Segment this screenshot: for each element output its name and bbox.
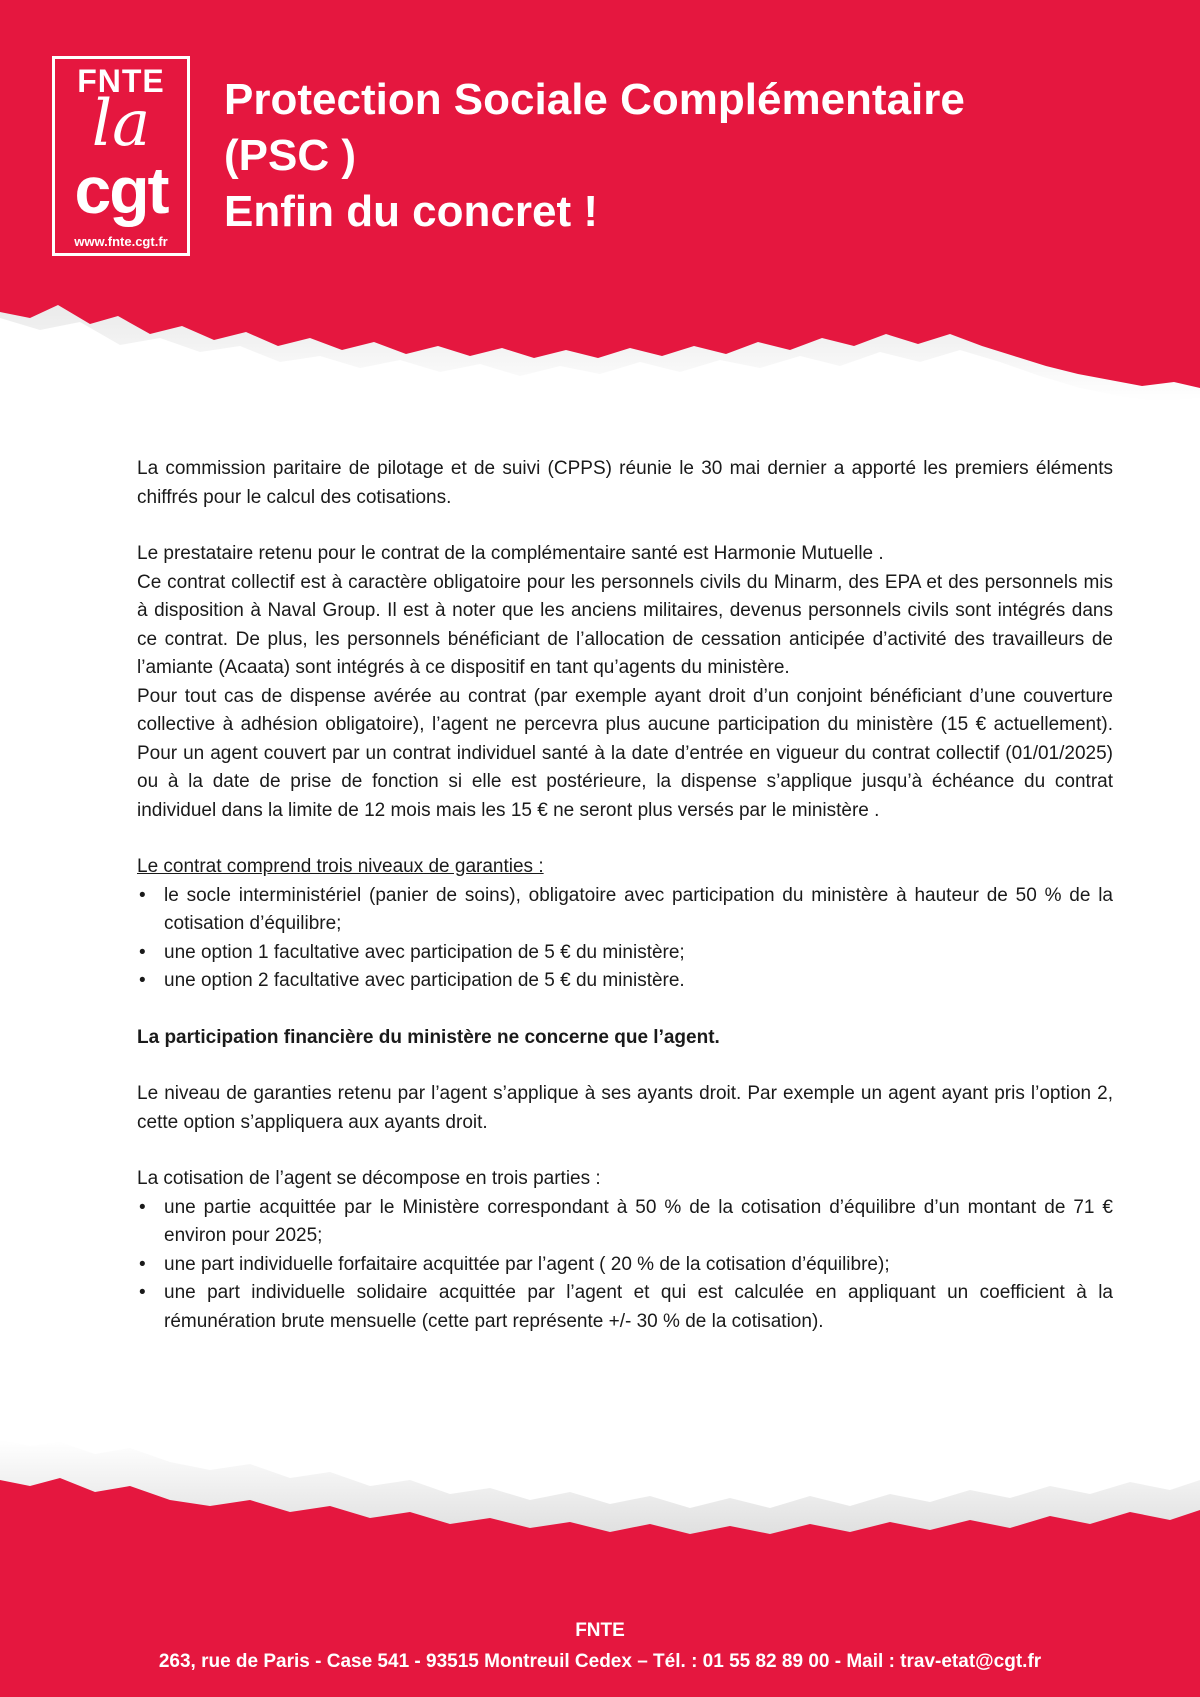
cotisation-heading: La cotisation de l’agent se décompose en trois parties : [137, 1168, 601, 1189]
intro-paragraph: La commission paritaire de pilotage et de suivi (CPPS) réunie le 30 mai dernier a apporté les premiers éléments chiffrés pour le calcul des cotisations. [137, 458, 1113, 508]
cgt-logo [52, 56, 190, 256]
page-title [224, 72, 1164, 240]
list-item: • le socle interministériel (panier de soins), obligatoire avec participation du ministère à hauteur de 50 % de la cotisation d’équilibre; [137, 882, 1113, 939]
dispense-paragraph: Pour tout cas de dispense avérée au contrat (par exemple ayant droit d’un conjoint bénéficiant d’une couverture collective à adhésion obligatoire), l’agent ne percevra plus aucune participation du ministère (15 € actuellement). Pour un agent couvert par un contrat individuel santé à la date d’entrée en vigueur du contrat collectif (01/01/2025) ou à la date de prise de fonction si elle est postérieure, la dispense s’applique jusqu’à échéance du contrat individuel dans la limite de 12 mois mais les 15 € ne seront plus versés par le ministère . [137, 685, 1113, 821]
list-item: • une option 1 facultative avec participation de 5 € du ministère; [137, 939, 1113, 968]
contract-paragraph: Ce contrat collectif est à caractère obligatoire pour les personnels civils du Minarm, des EPA et des personnels mis à disposition à Naval Group. Il est à noter que les anciens militaires, devenus personnels civils sont intégrés dans ce contrat. De plus, les personnels bénéficiant de l’allocation de cessation anticipée d’activité des travailleurs de l’amiante (Acaata) sont intégrés à ce dispositif en tant qu’agents du ministère. [137, 571, 1113, 678]
header-banner [0, 0, 1200, 420]
cotisation-list [137, 1194, 1113, 1337]
title-line-2: (PSC ) [224, 131, 356, 180]
rights-paragraph: Le niveau de garanties retenu par l’agent s’applique à ses ayants droit. Par exemple un agent ayant pris l’option 2, cette option s’appliquera aux ayants droit. [137, 1083, 1113, 1133]
list-item: • une part individuelle forfaitaire acquittée par l’agent ( 20 % de la cotisation d’équilibre); [137, 1251, 1113, 1280]
list-item: • une option 2 facultative avec participation de 5 € du ministère. [137, 967, 1113, 996]
bold-note: La participation financière du ministère ne concerne que l’agent. [137, 1026, 720, 1048]
footer-address: 263, rue de Paris - Case 541 - 93515 Montreuil Cedex – Tél. : 01 55 82 89 00 - Mail : trav-etat@cgt.fr [158, 1651, 1042, 1672]
title-line-3: Enfin du concret ! [224, 187, 598, 236]
guarantees-list [137, 882, 1113, 996]
footer-org-label: FNTE [575, 1620, 625, 1641]
list-item: • une partie acquittée par le Ministère correspondant à 50 % de la cotisation d’équilibre d’un montant de 71 € environ pour 2025; [137, 1194, 1113, 1251]
guarantees-heading: Le contrat comprend trois niveaux de garanties : [137, 856, 544, 877]
logo-url-text: www.fnte.cgt.fr [74, 234, 168, 249]
logo-cgt-text: cgt [74, 153, 168, 227]
list-item: • une part individuelle solidaire acquittée par l’agent et qui est calculée en appliquant un coefficient à la rémunération brute mensuelle (cette part représente +/- 30 % de la cotisation). [137, 1279, 1113, 1336]
provider-paragraph: Le prestataire retenu pour le contrat de la complémentaire santé est Harmonie Mutuelle . [137, 543, 884, 564]
logo-la-text: la [91, 87, 151, 161]
logo-fnte-text: FNTE [77, 63, 165, 99]
document-body [137, 455, 1113, 1364]
title-line-1: Protection Sociale Complémentaire [224, 75, 965, 124]
